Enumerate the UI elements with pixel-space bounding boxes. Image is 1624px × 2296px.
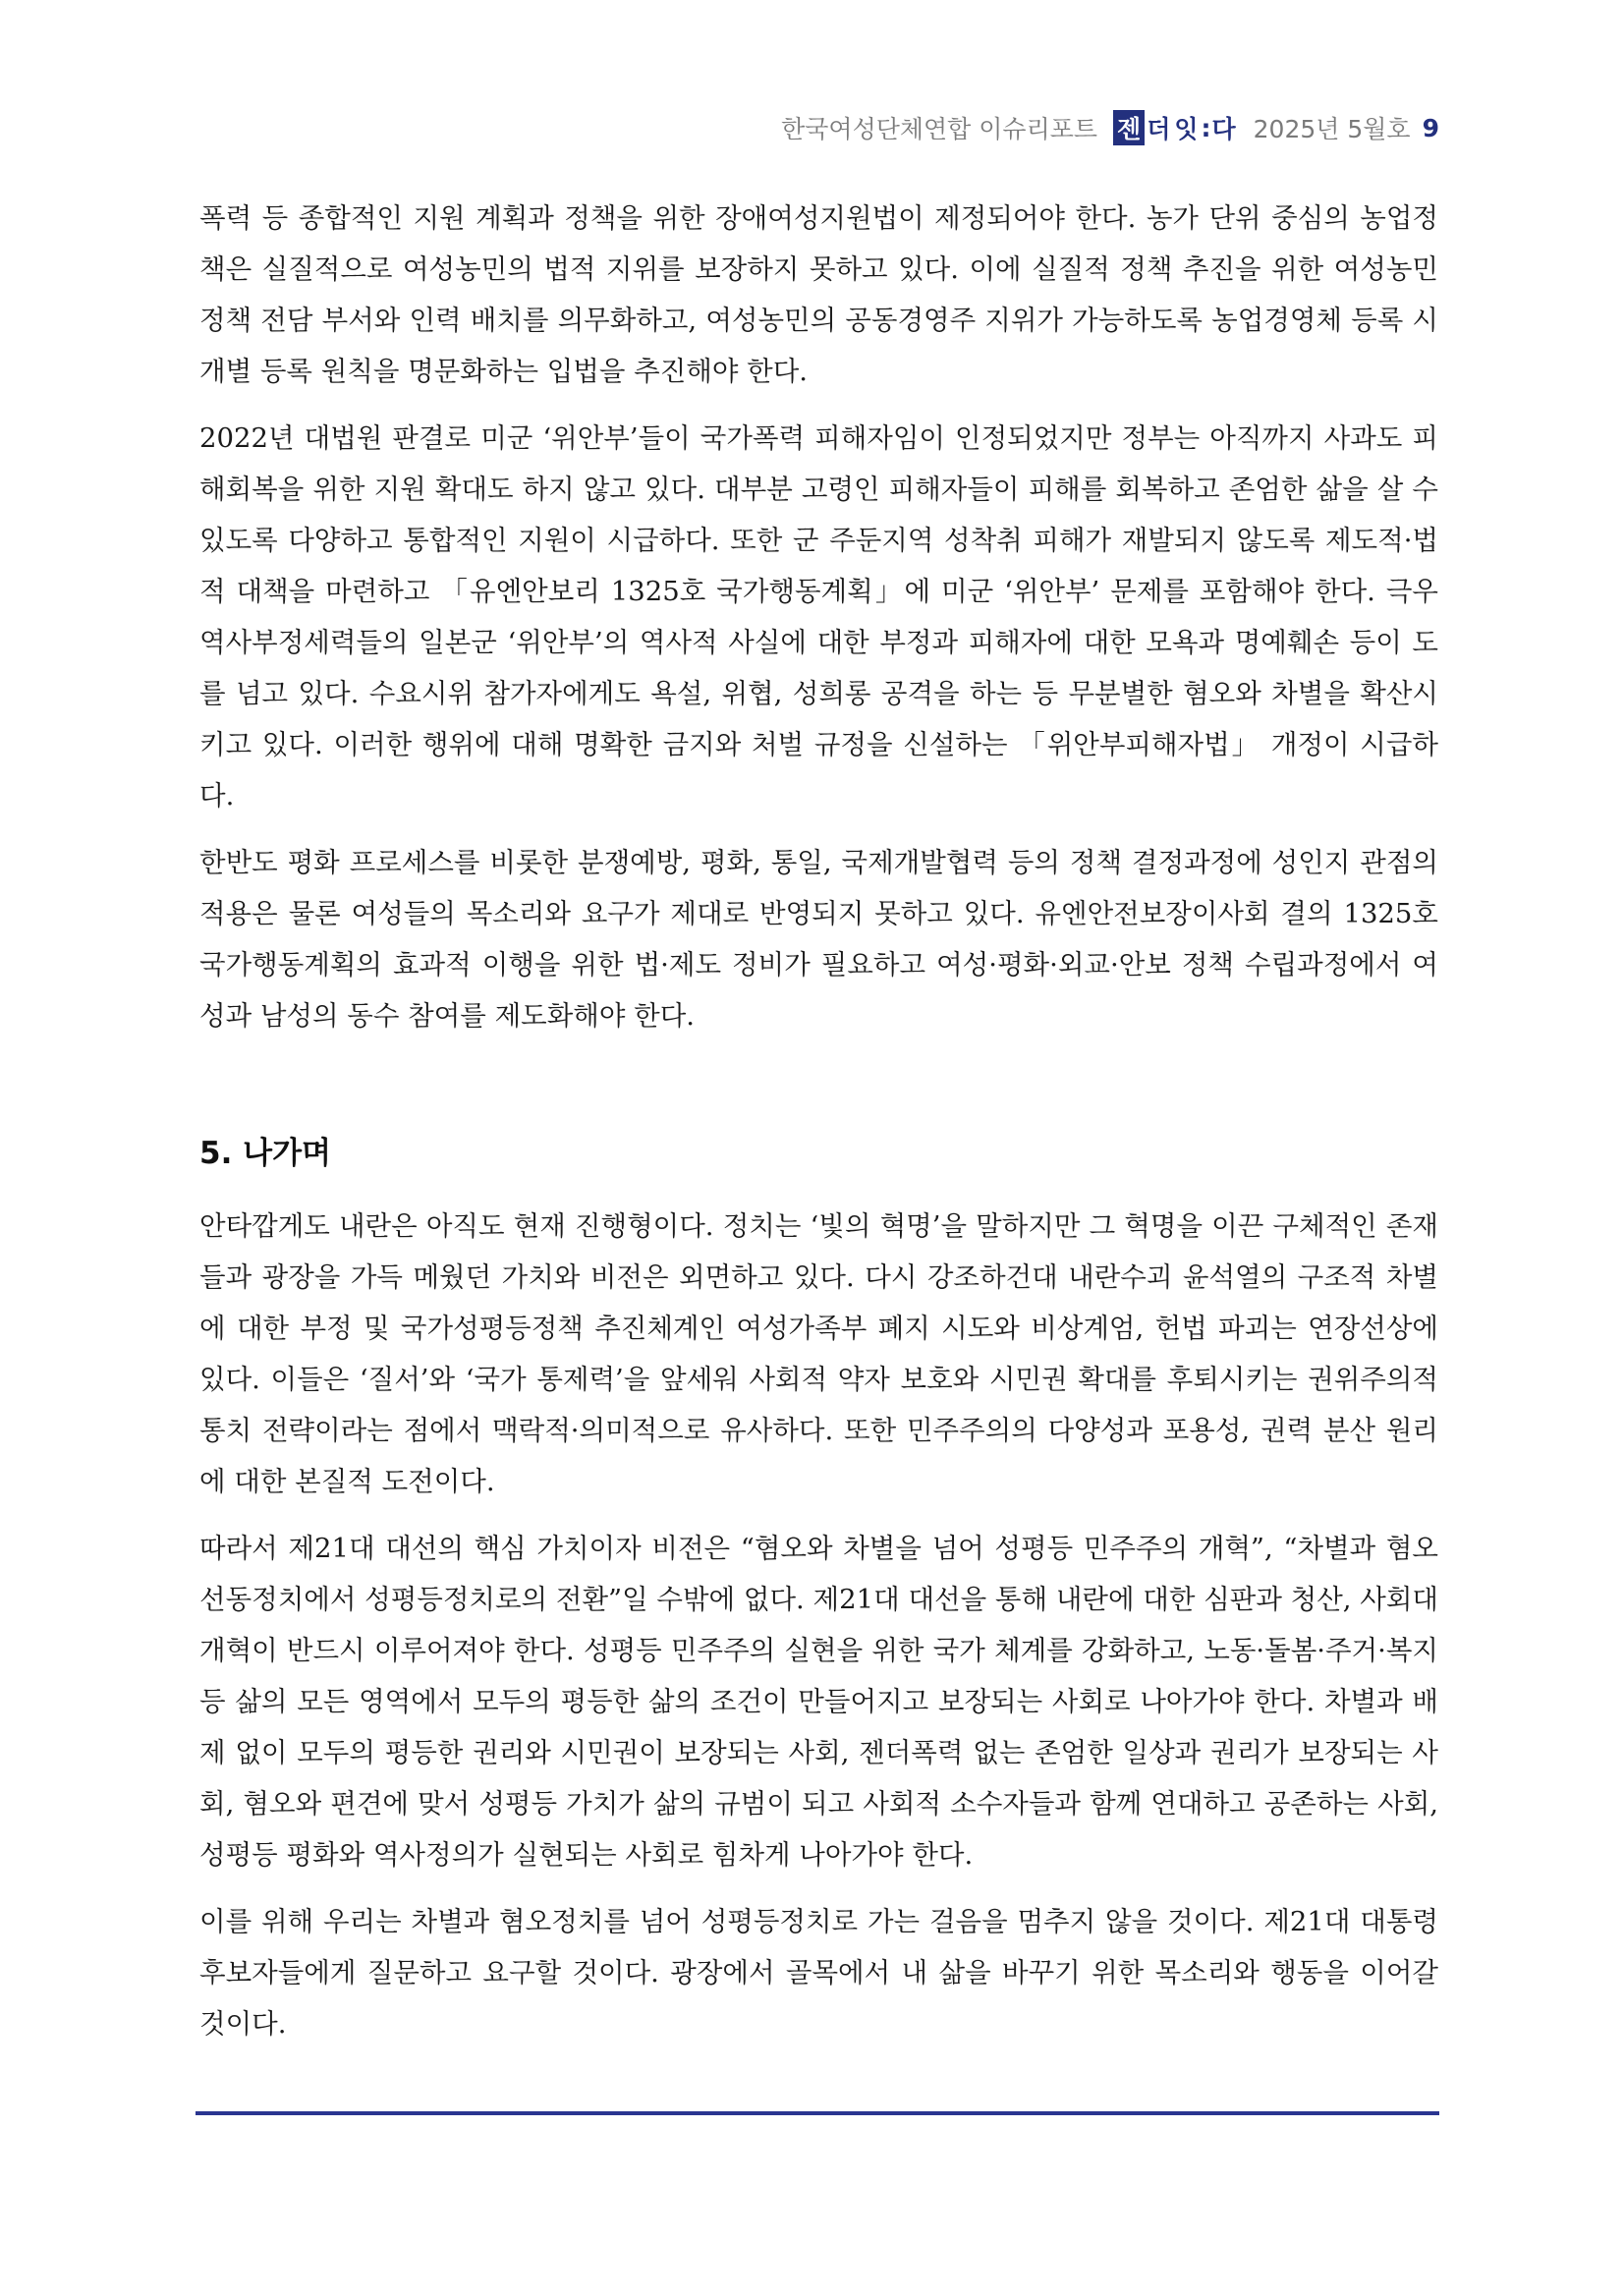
paragraph: 한반도 평화 프로세스를 비롯한 분쟁예방, 평화, 통일, 국제개발협력 등의 정책 결정과정에 성인지 관점의 적용은 물론 여성들의 목소리와 요구가 제대로 반영되지 못하고 있다. 유엔안전보장이사회 결의 1325호 국가행동계획의 효과적 이행을 위한 법·제도 정비가 필요하고 여성·평화·외교·안보 정책 수립과정에서 여성과 남성의 동수 참여를 제도화해야 한다. xyxy=(199,847,1438,1032)
paragraph: 따라서 제21대 대선의 핵심 가치이자 비전은 “혐오와 차별을 넘어 성평등 민주주의 개혁”, “차별과 혐오선동정치에서 성평등정치로의 전환”일 수밖에 없다. 제21대 대선을 통해 내란에 대한 심판과 청산, 사회대개혁이 반드시 이루어져야 한다. 성평등 민주주의 실현을 위한 국가 체계를 강화하고, 노동·돌봄·주거·복지 등 삶의 모든 영역에서 모두의 평등한 삶의 조건이 만들어지고 보장되는 사회로 나아가야 한다. 차별과 배제 없이 모두의 평등한 권리와 시민권이 보장되는 사회, 젠더폭력 없는 존엄한 일상과 권리가 보장되는 사회, 혐오와 편견에 맞서 성평등 가치가 삶의 규범이 되고 사회적 소수자들과 함께 연대하고 공존하는 사회, 성평등 평화와 역사정의가 실현되는 사회로 힘차게 나아가야 한다. xyxy=(199,1533,1438,1871)
running-header xyxy=(781,110,1439,145)
brand-logo-mid: 더 xyxy=(1147,115,1171,143)
brand-logo xyxy=(1113,110,1236,145)
header-org-title: 한국여성단체연합 이슈리포트 xyxy=(781,115,1098,143)
header-issue-date: 2025년 5월호 xyxy=(1253,115,1411,143)
section-heading: 5. 나가며 xyxy=(199,1136,331,1171)
body-text xyxy=(199,193,1438,2065)
page-number: 9 xyxy=(1422,113,1439,142)
paragraph: 폭력 등 종합적인 지원 계획과 정책을 위한 장애여성지원법이 제정되어야 한다. 농가 단위 중심의 농업정책은 실질적으로 여성농민의 법적 지위를 보장하지 못하고 있다. 이에 실질적 정책 추진을 위한 여성농민 정책 전담 부서와 인력 배치를 의무화하고, 여성농민의 공동경영주 지위가 가능하도록 농업경영체 등록 시 개별 등록 원칙을 명문화하는 입법을 추진해야 한다. xyxy=(199,202,1438,387)
brand-logo-it: 잇 xyxy=(1174,115,1199,143)
brand-logo-box: 젠 xyxy=(1113,110,1145,145)
footer-divider xyxy=(196,2111,1439,2115)
brand-logo-end: 다 xyxy=(1211,115,1236,143)
paragraph: 2022년 대법원 판결로 미군 ‘위안부’들이 국가폭력 피해자임이 인정되었지만 정부는 아직까지 사과도 피해회복을 위한 지원 확대도 하지 않고 있다. 대부분 고령인 피해자들이 피해를 회복하고 존엄한 삶을 살 수 있도록 다양하고 통합적인 지원이 시급하다. 또한 군 주둔지역 성착취 피해가 재발되지 않도록 제도적·법적 대책을 마련하고 「유엔안보리 1325호 국가행동계획」에 미군 ‘위안부’ 문제를 포함해야 한다. 극우 역사부정세력들의 일본군 ‘위안부’의 역사적 사실에 대한 부정과 피해자에 대한 모욕과 명예훼손 등이 도를 넘고 있다. 수요시위 참가자에게도 욕설, 위협, 성희롱 공격을 하는 등 무분별한 혐오와 차별을 확산시키고 있다. 이러한 행위에 대해 명확한 금지와 처벌 규정을 신설하는 「위안부피해자법」 개정이 시급하다. xyxy=(199,422,1438,812)
paragraph: 안타깝게도 내란은 아직도 현재 진행형이다. 정치는 ‘빛의 혁명’을 말하지만 그 혁명을 이끈 구체적인 존재들과 광장을 가득 메웠던 가치와 비전은 외면하고 있다. 다시 강조하건대 내란수괴 윤석열의 구조적 차별에 대한 부정 및 국가성평등정책 추진체계인 여성가족부 폐지 시도와 비상계엄, 헌법 파괴는 연장선상에 있다. 이들은 ‘질서’와 ‘국가 통제력’을 앞세워 사회적 약자 보호와 시민권 확대를 후퇴시키는 권위주의적 통치 전략이라는 점에서 맥락적·의미적으로 유사하다. 또한 민주주의의 다양성과 포용성, 권력 분산 원리에 대한 본질적 도전이다. xyxy=(199,1210,1438,1497)
brand-logo-colon: : xyxy=(1201,113,1211,142)
paragraph: 이를 위해 우리는 차별과 혐오정치를 넘어 성평등정치로 가는 걸음을 멈추지 않을 것이다. 제21대 대통령 후보자들에게 질문하고 요구할 것이다. 광장에서 골목에서 내 삶을 바꾸기 위한 목소리와 행동을 이어갈 것이다. xyxy=(199,1906,1438,2040)
